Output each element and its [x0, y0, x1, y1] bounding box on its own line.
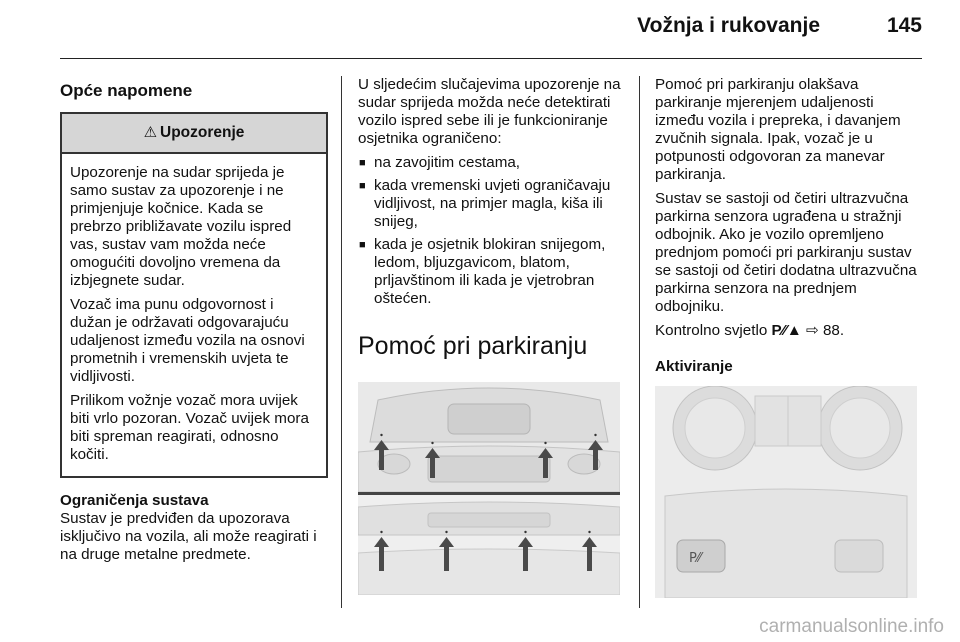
- list-item: ■ na zavojitim cestama,: [359, 154, 521, 171]
- warning-paragraph: Vozač ima punu odgovornost i dužan je održavati odgovarajuću udaljenost između vozila na osnovi prometnih i vremenskih uvjeta te vidljivosti.: [70, 296, 305, 385]
- warning-body: [62, 154, 326, 476]
- warning-header: [62, 114, 326, 154]
- limits-text: Sustav je predviđen da upozorava isključivo na vozila, ali može reagirati i na druge metalne predmete.: [60, 510, 317, 563]
- column-separator: [341, 76, 342, 608]
- warning-paragraph: Prilikom vožnje vozač mora uvijek biti vrlo pozoran. Vozač uvijek mora biti spreman reagirati, odnosno kočiti.: [70, 392, 309, 463]
- svg-text:P⁄⁄: P⁄⁄: [689, 551, 702, 566]
- front-bumper-illustration: [358, 382, 620, 492]
- indicator-reference: Kontrolno svjetlo P⁄⁄▲ ⇨ 88.: [655, 322, 845, 339]
- control-panel-illustration: [655, 386, 917, 598]
- parking-sensor-illustration: [358, 382, 620, 595]
- conditions-list: [358, 154, 628, 308]
- page-header-title: Vožnja i rukovanje: [637, 14, 820, 37]
- list-item: ■ kada je osjetnik blokiran snijegom, ledom, bljuzgavicom, blatom, prljavštinom ili kada je vjetrobran oštećen.: [359, 236, 606, 307]
- section-heading-general: Opće napomene: [60, 81, 193, 100]
- warning-triangle-icon: ⚠: [143, 124, 158, 141]
- parking-sensors-paragraph: Sustav se sastoji od četiri ultrazvučna parkirna senzora ugrađena u stražnji odbojnik. Ako je vozilo opremljeno prednjom pomoći pri parkiranju sustav se sastoji od četiri dodatna ultrazvučna parkirna senzora na prednjem odbojniku.: [655, 190, 917, 315]
- bullet-square-icon: ■: [359, 180, 366, 192]
- page-reference[interactable]: 88.: [822, 322, 845, 339]
- watermark: carmanualsonline.info: [759, 616, 944, 637]
- page-number: 145: [886, 14, 922, 37]
- activation-heading: Aktiviranje: [655, 358, 733, 375]
- column-1: [60, 76, 328, 570]
- page-reference-arrow-icon: ⇨: [805, 322, 819, 339]
- parking-intro-paragraph: Pomoć pri parkiranju olakšava parkiranje mjerenjem udaljenosti između vozila i prepreka, i davanjem zvučnih signala. Ipak, vozač je u potpunosti odgovoran za manevar parkiranja.: [655, 76, 901, 183]
- column-2: [358, 76, 628, 595]
- warning-box: [60, 112, 328, 478]
- header-rule: [60, 58, 922, 59]
- column-separator: [639, 76, 640, 608]
- bullet-square-icon: ■: [359, 239, 366, 251]
- list-item: ■ kada vremenski uvjeti ograničavaju vidljivost, na primjer magla, kiša ili snijeg,: [359, 177, 611, 230]
- limits-heading: Ograničenja sustava: [60, 492, 209, 509]
- bullet-square-icon: ■: [359, 157, 366, 169]
- section-heading-parking: Pomoć pri parkiranju: [358, 332, 588, 360]
- parking-assist-indicator-icon: P⁄⁄▲: [771, 322, 802, 339]
- column-3: [655, 76, 925, 598]
- warning-paragraph: Upozorenje na sudar sprijeda je samo sustav za upozorenje i ne primjenjuje kočnice. Kada se prebrzo približavate vozilu ispred vas, sustav vam možda neće omogućiti dovoljno vremena da izbjegnete sudar.: [70, 164, 292, 289]
- rear-bumper-illustration: [358, 495, 620, 595]
- intro-paragraph: U sljedećim slučajevima upozorenje na sudar sprijeda možda neće detektirati vozilo ispred sebe ili je funkcioniranje osjetnika ograničeno:: [358, 76, 621, 147]
- warning-title: Upozorenje: [160, 124, 245, 141]
